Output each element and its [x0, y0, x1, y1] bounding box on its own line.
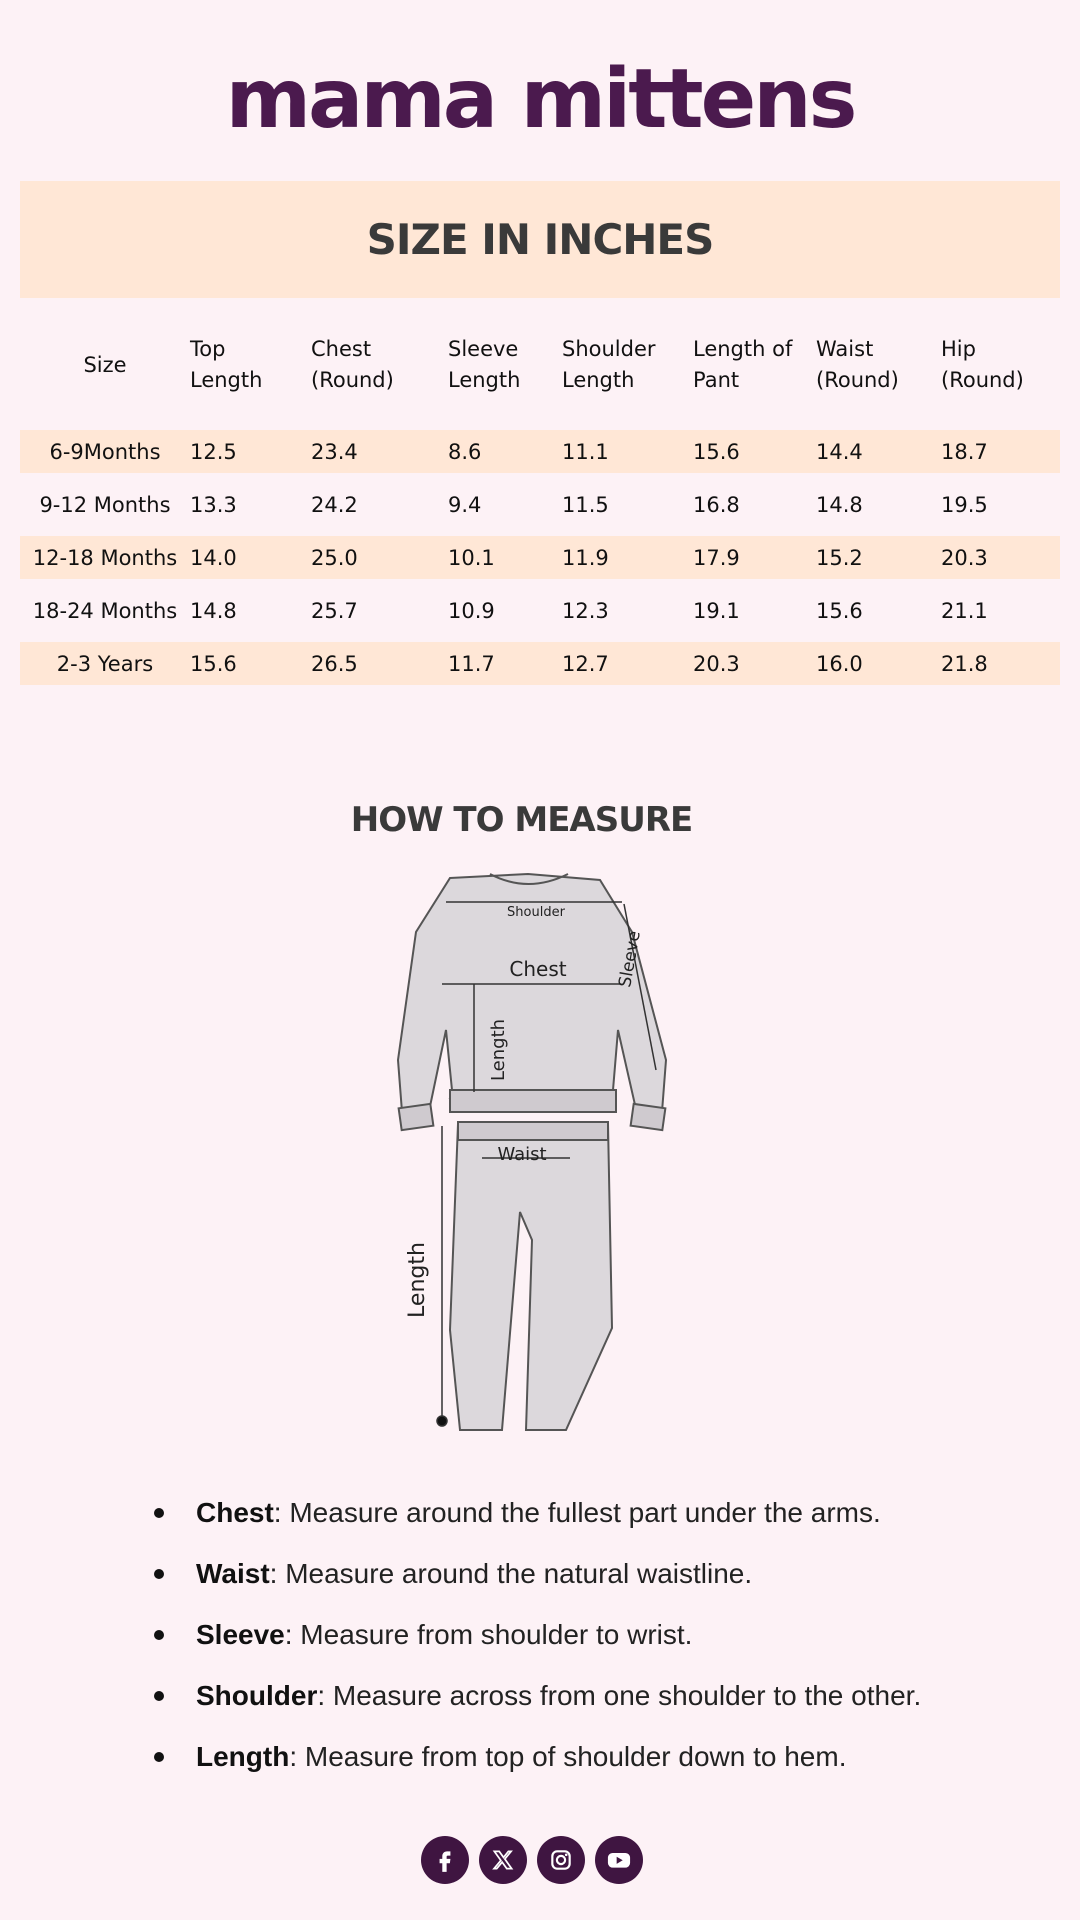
bullet-icon [154, 1569, 164, 1579]
label-pant-length: Length [405, 1242, 430, 1318]
label-sleeve: Sleeve [615, 929, 645, 989]
column-header: Shoulder Length [562, 337, 656, 392]
size-chart-table [20, 320, 1060, 685]
tip-term: Chest [196, 1497, 274, 1528]
measure-tips-list [150, 1488, 1030, 1793]
table-cell: 17.9 [693, 536, 816, 579]
table-cell: 11.9 [562, 536, 693, 579]
bullet-icon [154, 1752, 164, 1762]
table-cell: 14.0 [190, 536, 311, 579]
facebook-icon[interactable] [421, 1836, 469, 1884]
column-header: Top Length [190, 337, 263, 392]
table-cell: 19.1 [693, 598, 740, 623]
tip-text: : Measure from top of shoulder down to hem. [289, 1741, 847, 1772]
tip-term: Waist [196, 1558, 270, 1589]
tip-text: : Measure around the natural waistline. [269, 1558, 753, 1589]
table-cell: 12.5 [190, 430, 311, 473]
tip-term: Length [196, 1741, 290, 1772]
label-shoulder: Shoulder [507, 905, 565, 920]
table-row [20, 642, 1060, 685]
label-waist: Waist [497, 1144, 547, 1165]
social-links [0, 1836, 1063, 1884]
table-cell: 19.5 [941, 492, 988, 517]
size-cell: 6-9Months [20, 430, 190, 473]
column-header: Waist (Round) [816, 337, 899, 392]
tip-text: : Measure across from one shoulder to the other. [317, 1680, 922, 1711]
size-cell: 9-12 Months [39, 492, 171, 517]
table-cell: 10.9 [448, 598, 495, 623]
table-cell: 23.4 [311, 430, 448, 473]
table-cell: 15.6 [693, 430, 816, 473]
table-cell: 20.3 [693, 642, 816, 685]
size-cell: 12-18 Months [20, 536, 190, 579]
table-cell: 24.2 [311, 492, 358, 517]
table-cell: 15.6 [190, 642, 311, 685]
how-to-measure-title: HOW TO MEASURE [350, 800, 693, 840]
table-cell: 14.8 [190, 598, 237, 623]
table-row [20, 473, 1060, 536]
table-cell: 9.4 [448, 492, 482, 517]
column-header: Size [83, 352, 127, 377]
column-header: Chest (Round) [311, 337, 394, 392]
table-cell: 11.1 [562, 430, 693, 473]
tip-text: : Measure around the fullest part under the arms. [273, 1497, 881, 1528]
brand-logo: mama mittens [225, 52, 855, 147]
table-cell: 11.7 [448, 642, 562, 685]
table-cell: 15.6 [816, 598, 863, 623]
tip-term: Sleeve [196, 1619, 285, 1650]
table-cell: 11.5 [562, 492, 609, 517]
x-icon[interactable] [479, 1836, 527, 1884]
tip-term: Shoulder [196, 1680, 318, 1711]
table-cell: 16.0 [816, 642, 941, 685]
list-item [150, 1488, 1030, 1549]
table-cell: 14.8 [816, 492, 863, 517]
table-cell: 21.1 [941, 598, 988, 623]
table-cell: 21.8 [941, 642, 1060, 685]
table-cell: 12.7 [562, 642, 693, 685]
table-cell: 8.6 [448, 430, 562, 473]
column-header: Hip (Round) [941, 337, 1024, 392]
measure-diagram [370, 860, 690, 1435]
list-item [150, 1610, 1030, 1671]
table-cell: 15.2 [816, 536, 941, 579]
table-row [20, 536, 1060, 579]
tip-text: : Measure from shoulder to wrist. [284, 1619, 693, 1650]
table-cell: 13.3 [190, 492, 237, 517]
pants-illustration [450, 1122, 612, 1430]
table-cell: 25.7 [311, 598, 358, 623]
label-top-length: Length [488, 1018, 509, 1082]
label-chest: Chest [509, 957, 567, 981]
size-cell: 2-3 Years [20, 642, 190, 685]
table-cell: 25.0 [311, 536, 448, 579]
bullet-icon [154, 1691, 164, 1701]
bullet-icon [154, 1630, 164, 1640]
size-cell: 18-24 Months [32, 598, 178, 623]
table-cell: 18.7 [941, 430, 1060, 473]
column-header: Sleeve Length [448, 337, 521, 392]
size-chart-header [20, 320, 1060, 410]
instagram-icon[interactable] [537, 1836, 585, 1884]
list-item [150, 1549, 1030, 1610]
table-cell: 20.3 [941, 536, 1060, 579]
list-item [150, 1671, 1030, 1732]
table-cell: 12.3 [562, 598, 609, 623]
table-cell: 26.5 [311, 642, 448, 685]
size-chart-title: SIZE IN INCHES [366, 215, 714, 264]
table-row [20, 430, 1060, 473]
table-cell: 16.8 [693, 492, 740, 517]
table-row [20, 579, 1060, 642]
bullet-icon [154, 1508, 164, 1518]
youtube-icon[interactable] [595, 1836, 643, 1884]
column-header: Length of Pant [693, 337, 793, 392]
table-cell: 10.1 [448, 536, 562, 579]
list-item [150, 1732, 1030, 1793]
size-banner [20, 181, 1060, 298]
table-cell: 14.4 [816, 430, 941, 473]
